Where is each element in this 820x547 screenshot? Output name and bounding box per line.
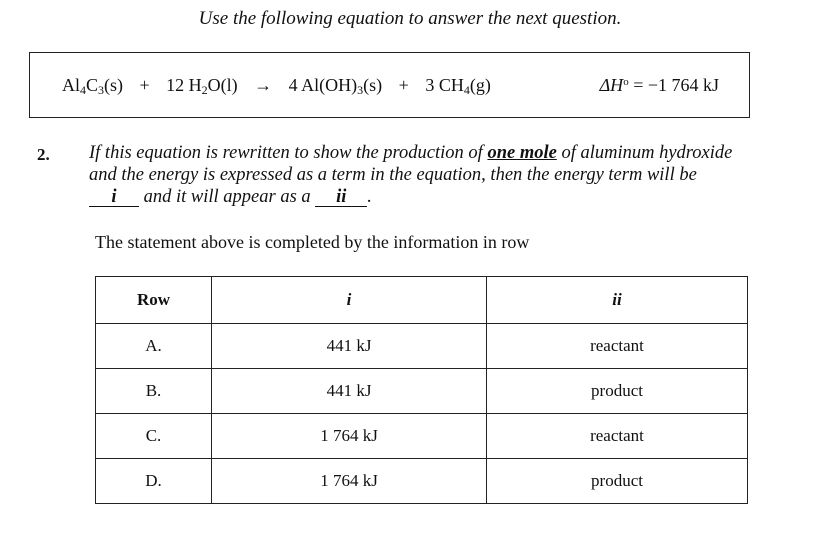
- cell-energy: 441 kJ: [212, 369, 487, 414]
- question-text: If this equation is rewritten to show the production of one mole of aluminum hydroxide and the energy is expressed as a term in the equation, then the energy term will be i and it will appear as a ii .: [89, 143, 733, 207]
- product-aluminum-hydroxide: 4 $Al(OH)_3(s)$: [288, 75, 383, 97]
- cell-energy: 1 764 kJ: [212, 414, 487, 459]
- plus-sign: +: [398, 75, 409, 95]
- enthalpy-change: $\Delta H^o = -1$ 764 kJ: [599, 75, 719, 95]
- chemical-equation: [62, 75, 491, 96]
- table-row: [96, 369, 748, 414]
- header-ii: ii: [487, 277, 748, 324]
- row-label: B.: [96, 369, 212, 414]
- table-row: [96, 414, 748, 459]
- statement-text: The statement above is completed by the information in row: [95, 232, 530, 252]
- product-methane: 3 $CH_4(g)$: [425, 75, 491, 97]
- blank-ii: ii: [315, 188, 367, 207]
- cell-position: product: [487, 459, 748, 504]
- table-row: [96, 324, 748, 369]
- header-row: Row: [96, 277, 212, 324]
- table-header-row: [96, 277, 748, 324]
- cell-position: product: [487, 369, 748, 414]
- equation-box: [29, 52, 750, 118]
- plus-sign: +: [139, 75, 150, 95]
- table-row: [96, 459, 748, 504]
- question-number: 2.: [37, 145, 50, 164]
- intro-text: Use the following equation to answer the next question.: [198, 8, 622, 29]
- cell-energy: 441 kJ: [212, 324, 487, 369]
- header-i: i: [212, 277, 487, 324]
- reactant-water: 12 $H_2O(l)$: [166, 75, 238, 97]
- blank-i: i: [89, 188, 139, 207]
- reactant-al4c3: $Al_4C_3(s)$: [62, 75, 124, 97]
- emphasis-one-mole: one mole: [487, 143, 557, 163]
- row-label: A.: [96, 324, 212, 369]
- reaction-arrow-icon: →: [254, 75, 273, 95]
- cell-position: reactant: [487, 414, 748, 459]
- cell-position: reactant: [487, 324, 748, 369]
- answer-table: [95, 276, 748, 504]
- row-label: C.: [96, 414, 212, 459]
- cell-energy: 1 764 kJ: [212, 459, 487, 504]
- row-label: D.: [96, 459, 212, 504]
